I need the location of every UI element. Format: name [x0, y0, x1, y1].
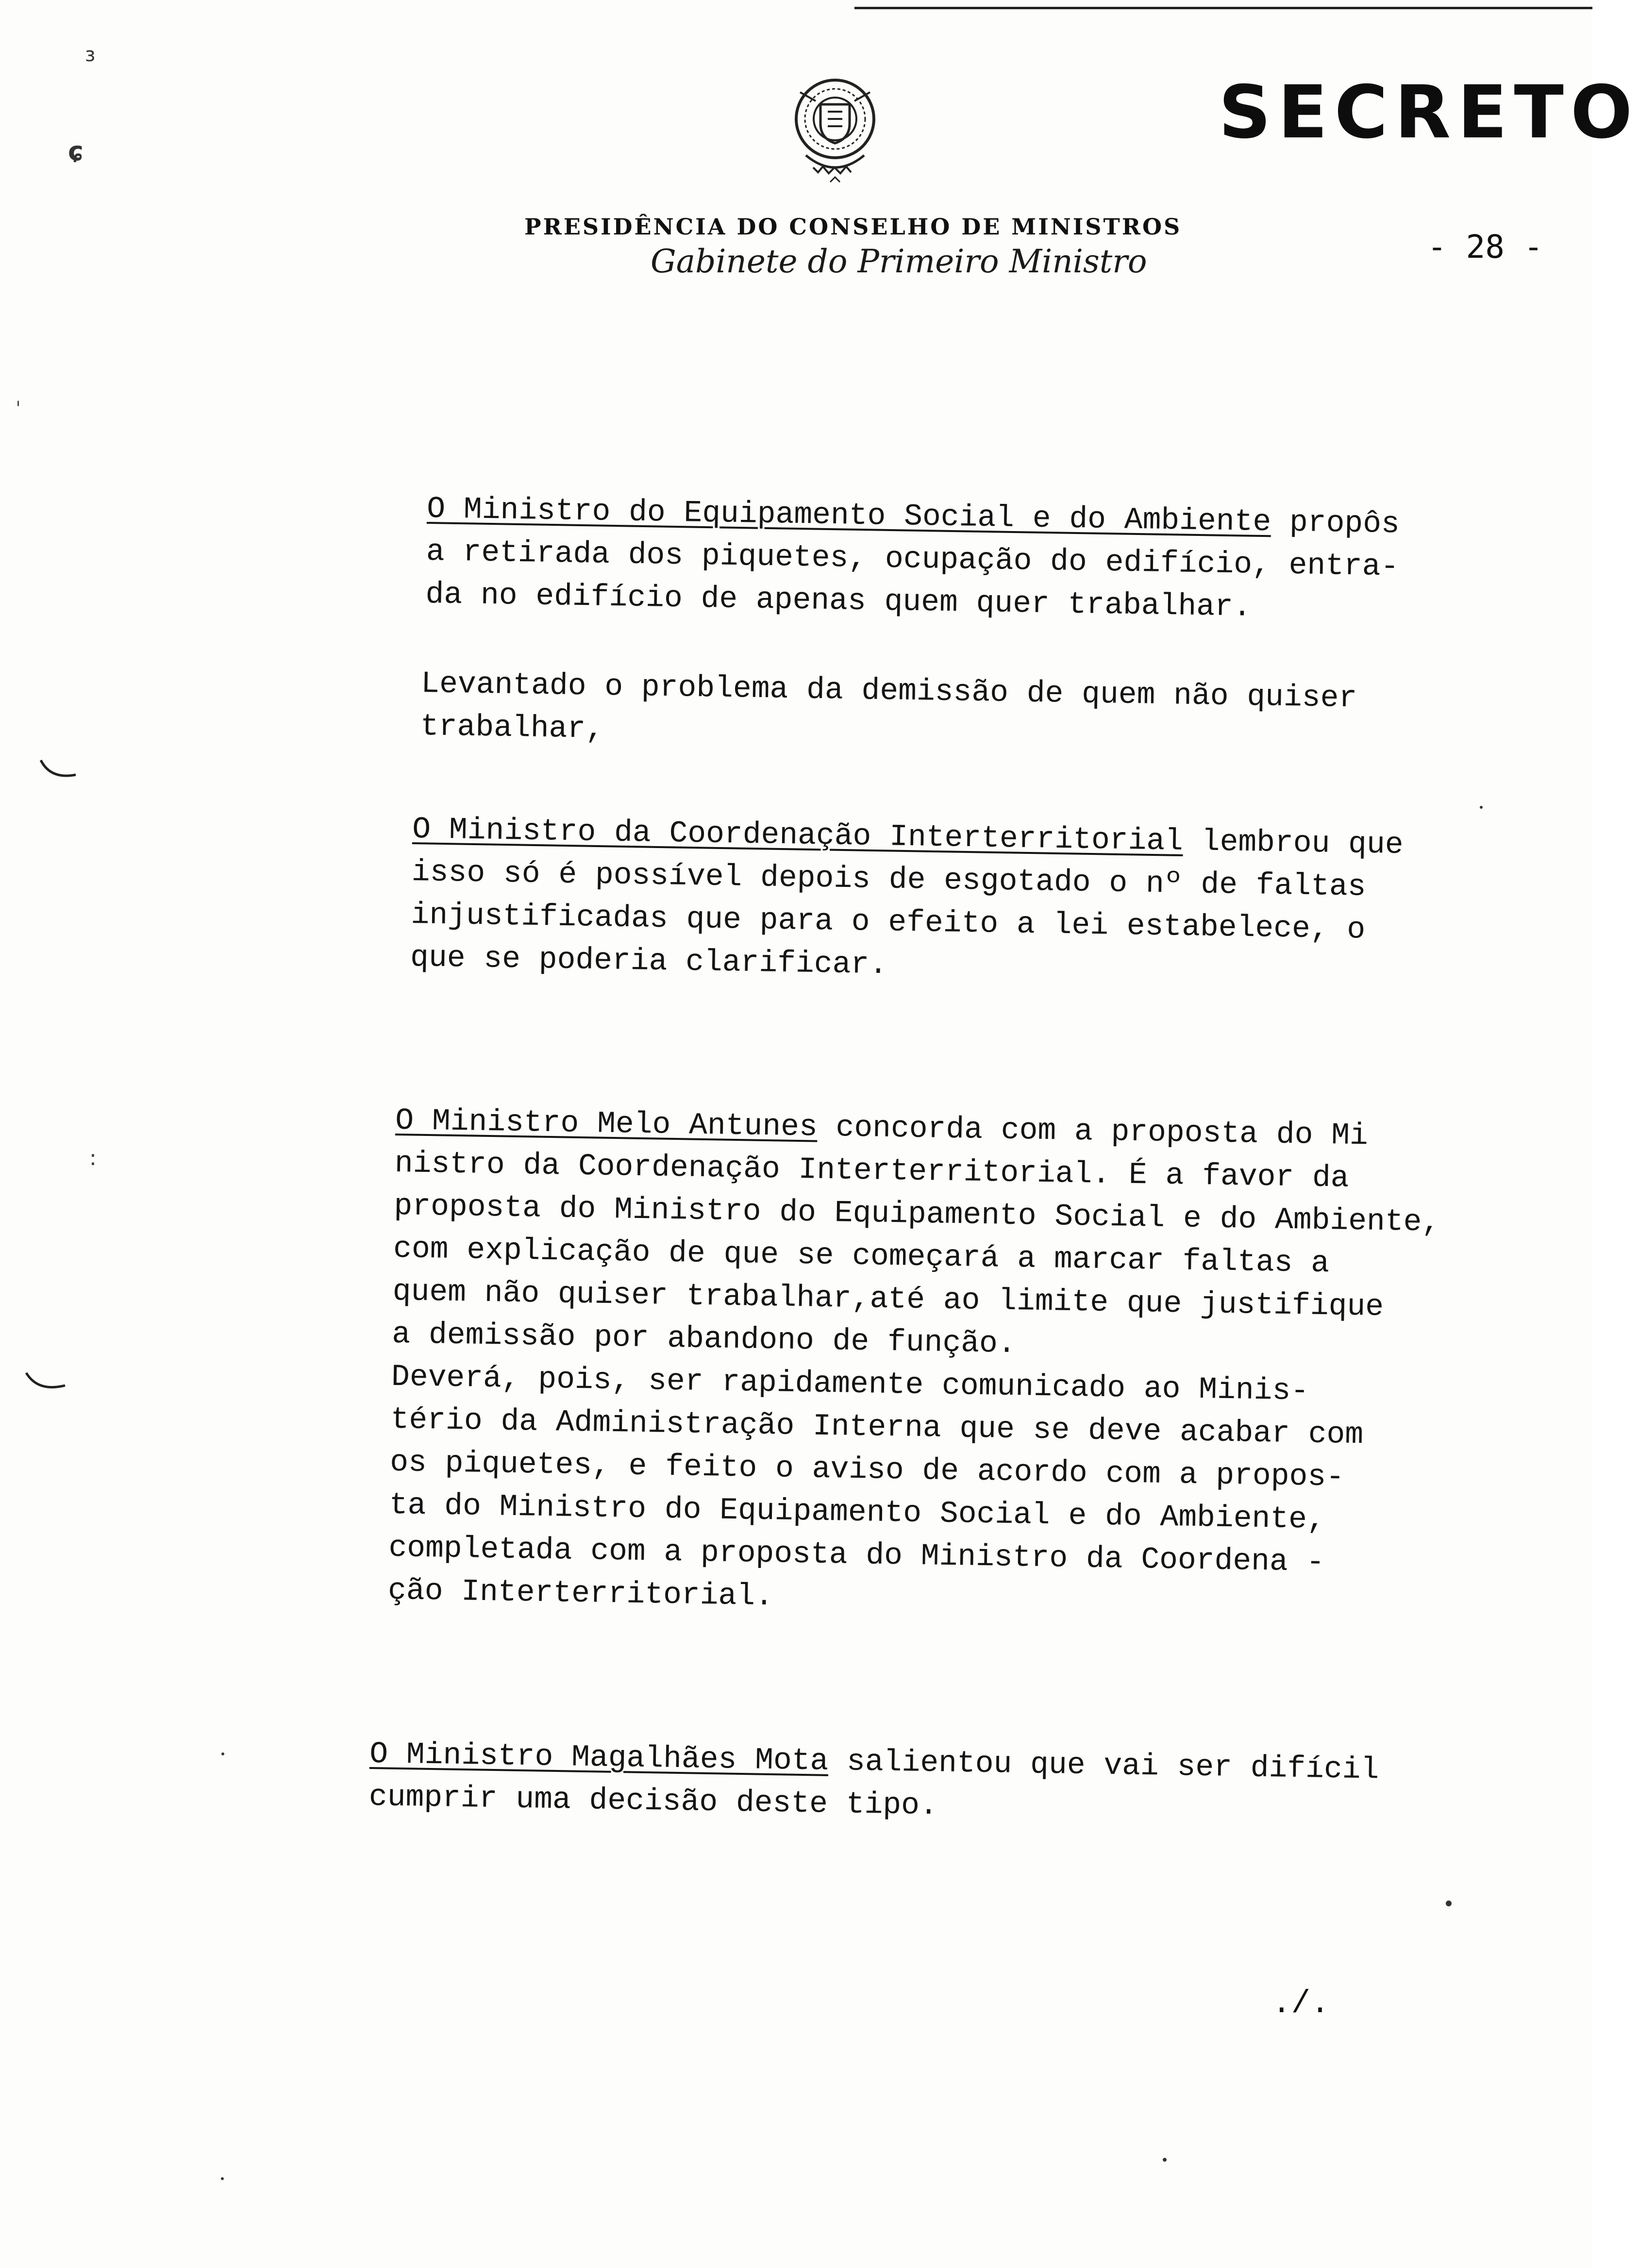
coat-of-arms-emblem	[786, 73, 884, 189]
margin-mark-punch-1: ɜ	[85, 44, 96, 66]
paragraph-line: a demissão por abandono de função.	[391, 1317, 1017, 1362]
paragraph-line: Deverá, pois, ser rapidamente comunicado ao Minis-	[391, 1359, 1309, 1409]
cabinet-subtitle: Gabinete do Primeiro Ministro	[651, 243, 1147, 280]
paragraph-line: que se poderia clarificar.	[410, 940, 888, 983]
paragraph-line: quem não quiser trabalhar,até ao limite que justifique	[392, 1274, 1384, 1325]
paragraph-line: ção Interterritorial.	[387, 1573, 774, 1614]
continuation-mark: ./.	[1272, 1985, 1330, 2022]
margin-mark-punch-2: ɕ	[68, 136, 84, 167]
paragraph-equipamento-social	[425, 488, 1400, 631]
paragraph-line: isso só é possível depois de esgotado o nº de faltas	[411, 854, 1367, 904]
speaker-name: O Ministro Melo Antunes	[395, 1103, 818, 1145]
margin-mark-colon: :	[89, 1146, 97, 1170]
paragraph-first-line-rest: lembrou que	[1183, 824, 1404, 863]
letterhead-title: PRESIDÊNCIA DO CONSELHO DE MINISTROS	[524, 214, 1182, 240]
paragraph-line: cumprir uma decisão deste tipo.	[368, 1779, 938, 1823]
paragraph-line: a retirada dos piquetes, ocupação do edifício, entra-	[426, 534, 1399, 584]
paragraph-line: da no edifício de apenas quem quer trabalhar.	[425, 577, 1252, 625]
paragraph-melo-antunes	[387, 1100, 1441, 1629]
speaker-name: O Ministro da Coordenação Interterritorial	[412, 812, 1184, 859]
paragraph-first-line-rest: propôs	[1271, 505, 1400, 542]
paragraph-line: proposta do Ministro do Equipamento Social e do Ambiente,	[393, 1188, 1440, 1240]
scan-speck	[1163, 2158, 1167, 2162]
page-number: - 28 -	[1427, 228, 1543, 266]
paragraph-line: Levantado o problema da demissão de quem não quiser	[420, 666, 1357, 716]
speaker-name: O Ministro Magalhães Mota	[369, 1736, 829, 1779]
paragraph-line: tério da Administração Interna que se deve acabar com	[390, 1402, 1364, 1452]
paragraph-line: com explicação de que se começará a marcar faltas a	[393, 1231, 1330, 1281]
scan-speck	[221, 1752, 224, 1755]
paragraph-coordenacao	[410, 808, 1404, 995]
top-edge-rule	[854, 7, 1592, 9]
paragraph-line: os piquetes, e feito o aviso de acordo com a propos-	[389, 1445, 1345, 1495]
speaker-name: O Ministro do Equipamento Social e do Ambiente	[426, 491, 1271, 540]
paragraph-line: nistro da Coordenação Interterritorial. É a favor da	[394, 1146, 1350, 1196]
paragraph-line: trabalhar,	[420, 709, 604, 747]
classification-stamp: SECRETO	[1219, 70, 1639, 155]
paragraph-first-line-rest: salientou que vai ser difícil	[828, 1744, 1379, 1787]
scan-speck	[1446, 1901, 1452, 1906]
paragraph-first-line-rest: concorda com a proposta do Mi	[817, 1110, 1369, 1153]
scan-speck	[221, 2177, 224, 2180]
paragraph-magalhaes-mota	[368, 1733, 1379, 1834]
scan-speck	[1480, 806, 1483, 809]
margin-bracket-mark-lower	[24, 1369, 68, 1393]
paragraph-levantado	[420, 663, 1357, 763]
paragraph-line: completada com a proposta do Ministro da Coordena -	[388, 1530, 1325, 1580]
margin-mark-tick: ˈ	[16, 398, 21, 420]
paragraph-line: injustificadas que para o efeito a lei estabelece, o	[410, 897, 1366, 947]
paragraph-line: ta do Ministro do Equipamento Social e do Ambiente,	[389, 1487, 1326, 1537]
margin-bracket-mark-upper	[39, 757, 78, 782]
